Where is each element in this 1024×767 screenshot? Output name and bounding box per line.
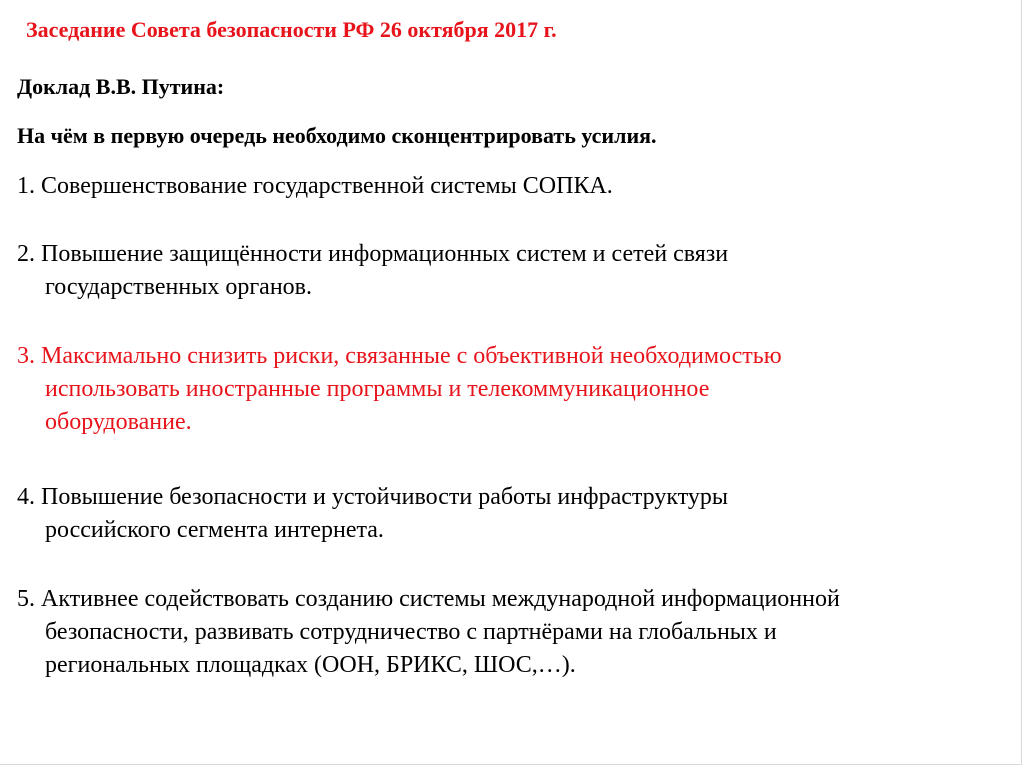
list-item-line: оборудование. <box>45 409 192 435</box>
list-item <box>17 170 613 203</box>
list-item-line: использовать иностранные программы и телекоммуникационное <box>45 376 710 402</box>
list-item-line: 5. Активнее содействовать созданию системы международной информационной <box>17 586 840 612</box>
focus-heading: На чём в первую очередь необходимо сконцентрировать усилия. <box>17 123 657 148</box>
list-item <box>17 481 728 547</box>
list-item-line: 1. Совершенствование государственной системы СОПКА. <box>17 173 613 199</box>
list-item-line: 3. Максимально снизить риски, связанные с объективной необходимостью <box>17 343 782 369</box>
list-item-line: безопасности, развивать сотрудничество с партнёрами на глобальных и <box>45 619 777 645</box>
list-item-line: государственных органов. <box>45 274 312 300</box>
list-item-line: региональных площадках (ООН, БРИКС, ШОС,…). <box>45 652 576 678</box>
list-item-line: российского сегмента интернета. <box>45 517 384 543</box>
slide-title: Заседание Совета безопасности РФ 26 октября 2017 г. <box>26 17 557 42</box>
report-heading: Доклад В.В. Путина: <box>17 74 225 99</box>
list-item-line: 4. Повышение безопасности и устойчивости работы инфраструктуры <box>17 484 728 510</box>
list-item <box>17 583 840 682</box>
list-item-line: 2. Повышение защищённости информационных систем и сетей связи <box>17 241 729 267</box>
list-item <box>17 238 728 304</box>
list-item-highlighted <box>17 340 782 439</box>
